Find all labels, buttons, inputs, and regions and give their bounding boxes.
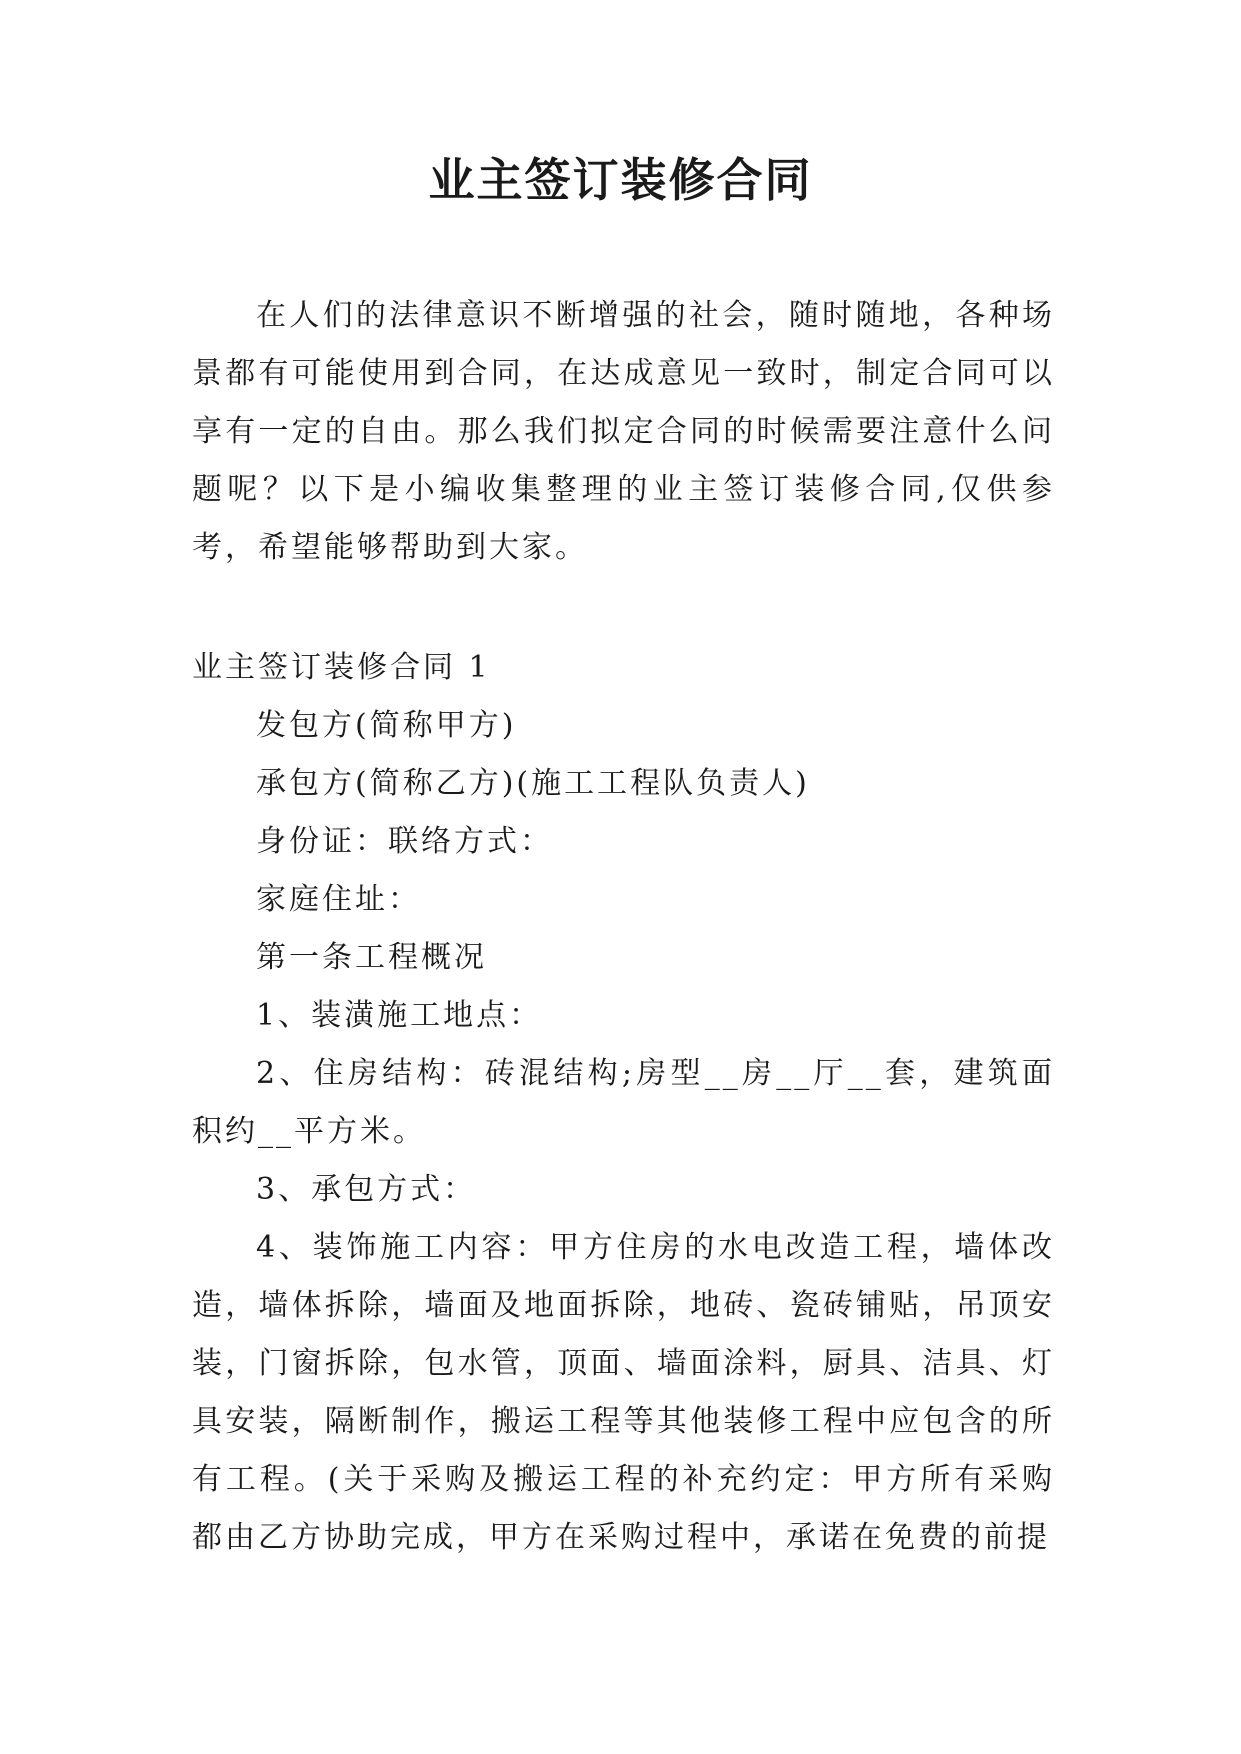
intro-paragraph: 在人们的法律意识不断增强的社会，随时随地，各种场景都有可能使用到合同，在达成意见一致时，制定合同可以享有一定的自由。那么我们拟定合同的时候需要注意什么问题呢？以下是小编收集整理的业主签订装修合同,仅供参考，希望能够帮助到大家。 (192, 298, 1055, 565)
clause-home-address: 家庭住址： (256, 882, 421, 917)
clause-article-one: 第一条工程概况 (256, 940, 487, 975)
clause-item-2: 2、住房结构：砖混结构;房型__房__厅__套，建筑面积约__平方米。 (192, 1056, 1055, 1149)
clause-party-b: 承包方(简称乙方)(施工工程队负责人) (256, 766, 810, 801)
clause-item-1: 1、装潢施工地点： (256, 998, 543, 1033)
clause-item-3: 3、承包方式： (256, 1172, 477, 1207)
document-title: 业主签订装修合同 (428, 153, 813, 207)
clause-item-4: 4、装饰施工内容：甲方住房的水电改造工程，墙体改造，墙体拆除，墙面及地面拆除，地砖、瓷砖铺贴，吊顶安装，门窗拆除，包水管，顶面、墙面涂料，厨具、洁具、灯具安装，隔断制作，搬运工程等其他装修工程中应包含的所有工程。(关于采购及搬运工程的补充约定：甲方所有采购都由乙方协助完成，甲方在采购过程中，承诺在免费的前提 (192, 1230, 1055, 1555)
contract-heading: 业主签订装修合同 1 (192, 650, 491, 685)
clause-list (192, 697, 1055, 1567)
clause-party-a: 发包方(简称甲方) (256, 708, 517, 743)
clause-id-contact: 身份证：联络方式： (256, 824, 553, 859)
